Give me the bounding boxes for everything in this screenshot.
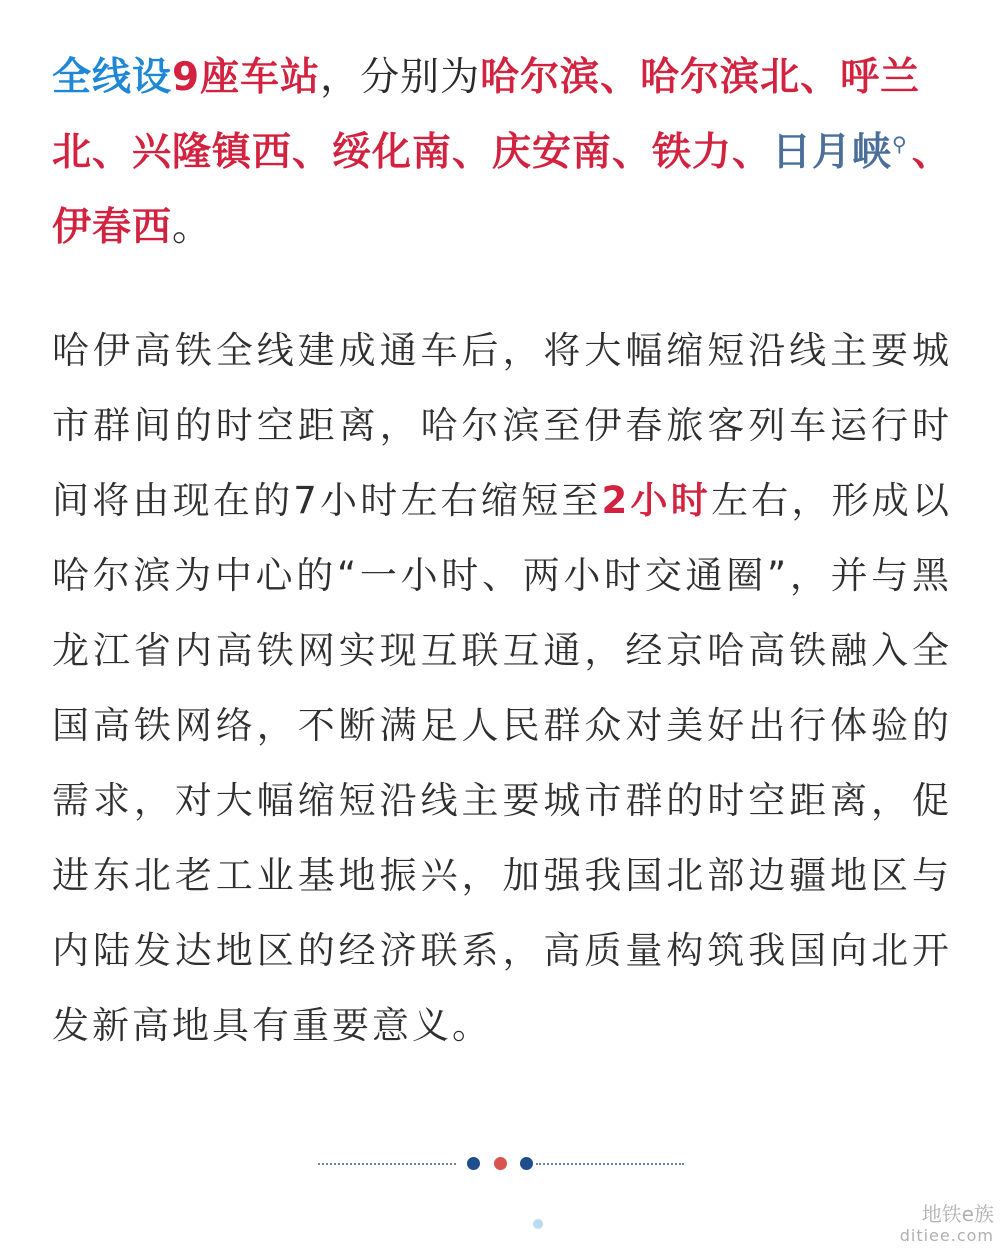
- article-body: [52, 40, 952, 1063]
- divider-dot-3: [520, 1157, 533, 1170]
- site-watermark: [900, 1202, 994, 1246]
- divider-line-left: [318, 1163, 456, 1165]
- section-divider: [318, 1157, 684, 1171]
- divider-dot-1: [467, 1157, 480, 1170]
- stations-list-part2: 、伊春西: [52, 130, 952, 250]
- station-search-link[interactable]: 日月峡: [772, 130, 893, 175]
- stations-intro: ，分别为: [320, 55, 481, 100]
- stations-end: 。: [172, 205, 213, 250]
- watermark-brand: 地铁e族: [921, 1202, 994, 1226]
- page-indicator-dot: [533, 1219, 543, 1229]
- stations-paragraph: [52, 40, 952, 265]
- impact-text-part1: 哈伊高铁全线建成通车后，将大幅缩短沿线主要城市群间的时空距离，哈尔滨至伊春旅客列车运行时间将由现在的7小时左右缩短至: [52, 329, 952, 522]
- stations-list-part1: 哈尔滨、哈尔滨北、呼兰北、兴隆镇西、绥化南、庆安南、铁力、: [52, 55, 921, 175]
- divider-line-right: [536, 1163, 684, 1165]
- highlight-station-count-label: 全线设: [52, 55, 173, 100]
- impact-text-part2: 左右，形成以哈尔滨为中心的“一小时、两小时交通圈”，并与黑龙江省内高铁网实现互联互通，经京哈高铁融入全国高铁网络，不断满足人民群众对美好出行体验的需求，对大幅缩短沿线主要城市群的时空距离，促进东北老工业基地振兴，加强我国北部边疆地区与内陆发达地区的经济联系，高质量构筑我国向北开发新高地具有重要意义。: [52, 479, 953, 1047]
- impact-paragraph: [52, 313, 952, 1063]
- divider-dot-2: [494, 1157, 507, 1170]
- highlight-station-count: 9座车站: [172, 55, 321, 100]
- search-icon[interactable]: ⚲: [892, 132, 908, 156]
- watermark-domain: ditiee.com: [899, 1226, 994, 1245]
- travel-time-highlight: 2小时: [601, 479, 711, 522]
